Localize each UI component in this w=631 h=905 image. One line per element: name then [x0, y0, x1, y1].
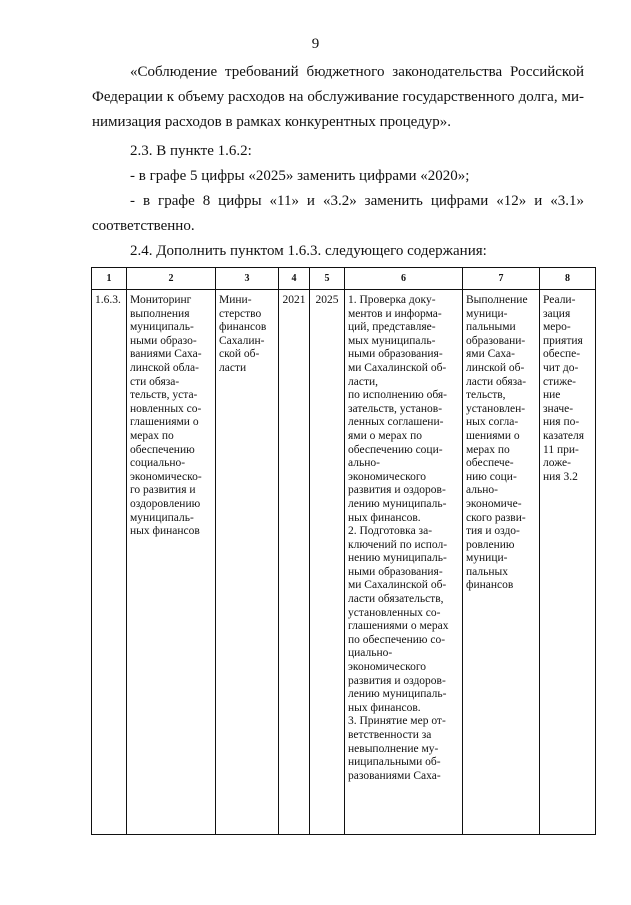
table-header-cell: 1: [92, 268, 127, 290]
paragraph-line: 2.3. В пункте 1.6.2:: [130, 143, 252, 159]
responsible-cell: Мини- стерство финансов Сахалин- ской об- ласти: [216, 290, 279, 835]
table-header-cell: 2: [127, 268, 216, 290]
measure-name-cell: Мониторинг выполнения муниципаль- ными образо- ваниями Саха- линской обла- сти обяза- тельств, уста- новленных со- глашениями о мерах по обеспечению социально- экономическо- го развития и оздоровлению муниципаль- ных финансов: [127, 290, 216, 835]
paragraph-line: - в графе 8 цифры «11» и «3.2» заменить цифрами «12» и «3.1»: [130, 193, 584, 209]
page-number: 9: [311, 36, 320, 52]
table-header-cell: 7: [463, 268, 540, 290]
table-header-cell: 3: [216, 268, 279, 290]
table-header-row: [92, 268, 596, 290]
result-cell: Выполнение муници- пальными образовани- ями Саха- линской об- ласти обяза- тельств, установлен- ных согла- шениями о мерах по обеспече- нию соци- ально- экономиче- ского разви- тия и оздо- ровлению муници- пальных финансов: [463, 290, 540, 835]
item-number-cell: 1.6.3.: [92, 290, 127, 835]
paragraph-line: 2.4. Дополнить пунктом 1.6.3. следующего содержания:: [130, 243, 487, 259]
table-header-cell: 6: [345, 268, 463, 290]
paragraph-line: - в графе 5 цифры «2025» заменить цифрами «2020»;: [130, 168, 470, 184]
table-header-cell: 4: [279, 268, 310, 290]
activities-cell: 1. Проверка доку- ментов и информа- ций, представляе- мых муниципаль- ными образования- ми Сахалинской об- ласти, по исполнению обя- зательств, установ- ленных соглашени- ями о мерах по обеспечению соци- ально- экономического развития и оздоров- лению муниципаль- ных финансов. 2. Подготовка за- ключений по испол- нению муниципаль- ными образования- ми Сахалинской об- ласти обязательств, установленных со- глашениями о мерах по обеспечению со- циально- экономического развития и оздоров- лению муниципаль- ных финансов. 3. Принятие мер от- ветственности за невыполнение му- ниципальными об- разованиями Саха-: [345, 290, 463, 835]
end-year-cell: 2025: [310, 290, 345, 835]
paragraph-line: «Соблюдение требований бюджетного законодательства Российской: [130, 64, 584, 80]
paragraph-line: Федерации к объему расходов на обслуживание государственного долга, ми-: [92, 89, 584, 105]
table-row: [92, 290, 596, 835]
table-header-cell: 5: [310, 268, 345, 290]
measures-table: [91, 267, 596, 835]
indicator-cell: Реали- зация меро- приятия обеспе- чит до- стиже- ние значе- ния по- казателя 11 при- ложе- ния 3.2: [540, 290, 596, 835]
paragraph-line: нимизация расходов в рамках конкурентных процедур».: [92, 114, 452, 130]
paragraph-line: соответственно.: [92, 218, 195, 234]
start-year-cell: 2021: [279, 290, 310, 835]
table-header-cell: 8: [540, 268, 596, 290]
